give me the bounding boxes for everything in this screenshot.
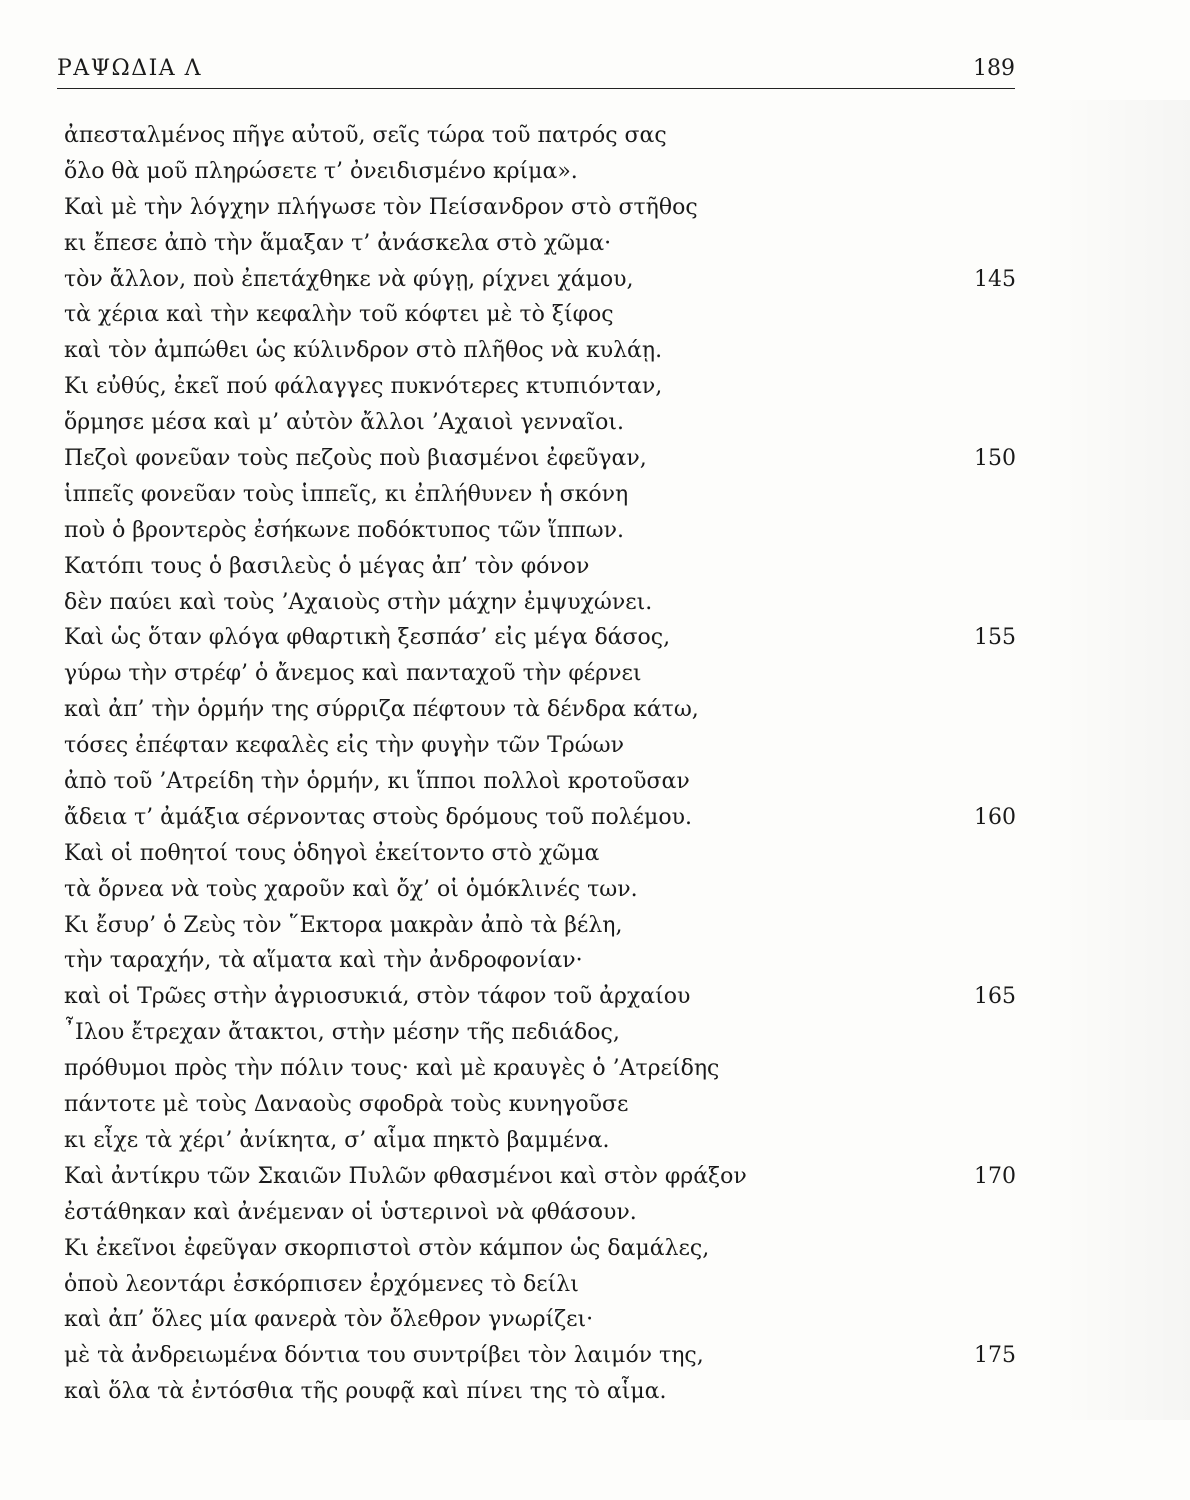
verse-text: γύρω τὴν στρέφ’ ὁ ἄνεμος καὶ πανταχοῦ τὴν φέρνει [64, 661, 642, 687]
verse-text: ἐστάθηκαν καὶ ἀνέμεναν οἱ ὑστερινοὶ νὰ φθάσουν. [64, 1199, 637, 1225]
verse-text: καὶ ὅλα τὰ ἐντόσθια τῆς ρουφᾷ καὶ πίνει της τὸ αἷμα. [64, 1379, 667, 1405]
verse-line [64, 979, 1024, 1015]
verse-line [64, 226, 1024, 262]
verse-text: Κατόπι τους ὁ βασιλεὺς ὁ μέγας ἀπ’ τὸν φόνον [64, 553, 590, 579]
line-number: 175 [974, 1343, 1016, 1369]
verse-line [64, 405, 1024, 441]
verse-line [64, 1338, 1024, 1374]
verse-text: πρόθυμοι πρὸς τὴν πόλιν τους· καὶ μὲ κραυγὲς ὁ ’Ατρείδης [64, 1056, 720, 1082]
verse-line [64, 549, 1024, 585]
verse-line [64, 262, 1024, 298]
verse-text: τὰ χέρια καὶ τὴν κεφαλὴν τοῦ κόφτει μὲ τὸ ξίφος [64, 302, 614, 328]
verse-line [64, 836, 1024, 872]
verse-line [64, 943, 1024, 979]
verse-text: καὶ τὸν ἀμπώθει ὡς κύλινδρον στὸ πλῆθος νὰ κυλάῃ. [64, 338, 663, 364]
verse-line [64, 297, 1024, 333]
verse-line [64, 1195, 1024, 1231]
verse-line [64, 190, 1024, 226]
verse-text: ἀπὸ τοῦ ’Ατρείδη τὴν ὁρμήν, κι ἵπποι πολλοὶ κροτοῦσαν [64, 769, 690, 795]
facing-page-bleed [1040, 100, 1190, 1420]
verse-text: μὲ τὰ ἀνδρειωμένα δόντια του συντρίβει τὸν λαιμόν της, [64, 1343, 704, 1369]
verse-text: τόσες ἐπέφταν κεφαλὲς εἰς τὴν φυγὴν τῶν Τρώων [64, 733, 624, 759]
verse-line [64, 1374, 1024, 1410]
verse-line [64, 692, 1024, 728]
line-number: 165 [974, 984, 1016, 1010]
verse-line [64, 1159, 1024, 1195]
verse-list [64, 118, 1024, 1410]
verse-line [64, 1267, 1024, 1303]
verse-text: Καὶ οἱ ποθητοί τους ὁδηγοὶ ἐκείτοντο στὸ χῶμα [64, 840, 600, 866]
verse-text: ὅλο θὰ μοῦ πληρώσετε τ’ ὀνειδισμένο κρίμα». [64, 158, 578, 184]
verse-line [64, 764, 1024, 800]
line-number: 170 [974, 1163, 1016, 1189]
verse-line [64, 1302, 1024, 1338]
verse-text: Καὶ ὡς ὅταν φλόγα φθαρτικὴ ξεσπάσ’ εἰς μέγα δάσος, [64, 625, 671, 651]
verse-line [64, 620, 1024, 656]
verse-text: Κι εὐθύς, ἐκεῖ πού φάλαγγες πυκνότερες κτυπιόνταν, [64, 374, 663, 400]
verse-text: ἱππεῖς φονεῦαν τοὺς ἱππεῖς, κι ἐπλήθυνεν ἡ σκόνη [64, 481, 629, 507]
verse-line [64, 872, 1024, 908]
verse-text: τὸν ἄλλον, ποὺ ἐπετάχθηκε νὰ φύγῃ, ρίχνει χάμου, [64, 266, 634, 292]
page-number: 189 [973, 56, 1015, 81]
line-number: 155 [974, 625, 1016, 651]
line-number: 145 [974, 266, 1016, 292]
running-title: ΡΑΨΩΔΙΑ Λ [57, 56, 203, 81]
verse-line [64, 369, 1024, 405]
verse-text: ὅρμησε μέσα καὶ μ’ αὐτὸν ἄλλοι ’Αχαιοὶ γενναῖοι. [64, 410, 624, 436]
line-number: 150 [974, 446, 1016, 472]
verse-line [64, 154, 1024, 190]
verse-text: ποὺ ὁ βροντερὸς ἐσήκωνε ποδόκτυπος τῶν ἵππων. [64, 517, 624, 543]
line-number: 160 [974, 804, 1016, 830]
verse-line [64, 441, 1024, 477]
verse-text: πάντοτε μὲ τοὺς Δαναοὺς σφοδρὰ τοὺς κυνηγοῦσε [64, 1092, 629, 1118]
verse-text: δὲν παύει καὶ τοὺς ’Αχαιοὺς στὴν μάχην ἐμψυχώνει. [64, 589, 653, 615]
verse-line [64, 513, 1024, 549]
verse-line [64, 908, 1024, 944]
running-header [57, 52, 1015, 89]
verse-text: καὶ ἀπ’ ὅλες μία φανερὰ τὸν ὄλεθρον γνωρίζει· [64, 1307, 594, 1333]
verse-text: καὶ οἱ Τρῶες στὴν ἀγριοσυκιά, στὸν τάφον τοῦ ἀρχαίου [64, 984, 691, 1010]
verse-line [64, 333, 1024, 369]
verse-line [64, 1087, 1024, 1123]
verse-line [64, 656, 1024, 692]
verse-line [64, 477, 1024, 513]
verse-text: τὴν ταραχήν, τὰ αἵματα καὶ τὴν ἀνδροφονίαν· [64, 948, 583, 974]
verse-line [64, 800, 1024, 836]
verse-line [64, 728, 1024, 764]
verse-line [64, 1015, 1024, 1051]
verse-text: Καὶ ἀντίκρυ τῶν Σκαιῶν Πυλῶν φθασμένοι καὶ στὸν φράξον [64, 1163, 747, 1189]
verse-line [64, 1123, 1024, 1159]
verse-text: ἄδεια τ’ ἀμάξια σέρνοντας στοὺς δρόμους τοῦ πολέμου. [64, 804, 692, 830]
verse-text: ὁποὺ λεοντάρι ἐσκόρπισεν ἐρχόμενες τὸ δείλι [64, 1271, 579, 1297]
verse-text: Καὶ μὲ τὴν λόγχην πλήγωσε τὸν Πείσανδρον στὸ στῆθος [64, 194, 698, 220]
verse-text: Κι ἔσυρ’ ὁ Ζεὺς τὸν ῞Εκτορα μακρὰν ἀπὸ τὰ βέλη, [64, 912, 623, 938]
verse-text: κι εἶχε τὰ χέρι’ ἀνίκητα, σ’ αἷμα πηκτὸ βαμμένα. [64, 1127, 610, 1153]
verse-text: ῏Ιλου ἔτρεχαν ἄτακτοι, στὴν μέσην τῆς πεδιάδος, [64, 1020, 620, 1046]
verse-line [64, 585, 1024, 621]
verse-line [64, 118, 1024, 154]
verse-text: Κι ἐκεῖνοι ἐφεῦγαν σκορπιστοὶ στὸν κάμπον ὡς δαμάλες, [64, 1235, 710, 1261]
verse-text: κι ἔπεσε ἀπὸ τὴν ἅμαξαν τ’ ἀνάσκελα στὸ χῶμα· [64, 230, 612, 256]
verse-line [64, 1231, 1024, 1267]
verse-text: τὰ ὄρνεα νὰ τοὺς χαροῦν καὶ ὄχ’ οἱ ὁμόκλινές των. [64, 876, 638, 902]
verse-text: καὶ ἀπ’ τὴν ὁρμήν της σύρριζα πέφτουν τὰ δένδρα κάτω, [64, 697, 699, 723]
verse-text: ἀπεσταλμένος πῆγε αὐτοῦ, σεῖς τώρα τοῦ πατρός σας [64, 123, 667, 148]
verse-text: Πεζοὶ φονεῦαν τοὺς πεζοὺς ποὺ βιασμένοι ἐφεῦγαν, [64, 446, 647, 472]
verse-line [64, 1051, 1024, 1087]
